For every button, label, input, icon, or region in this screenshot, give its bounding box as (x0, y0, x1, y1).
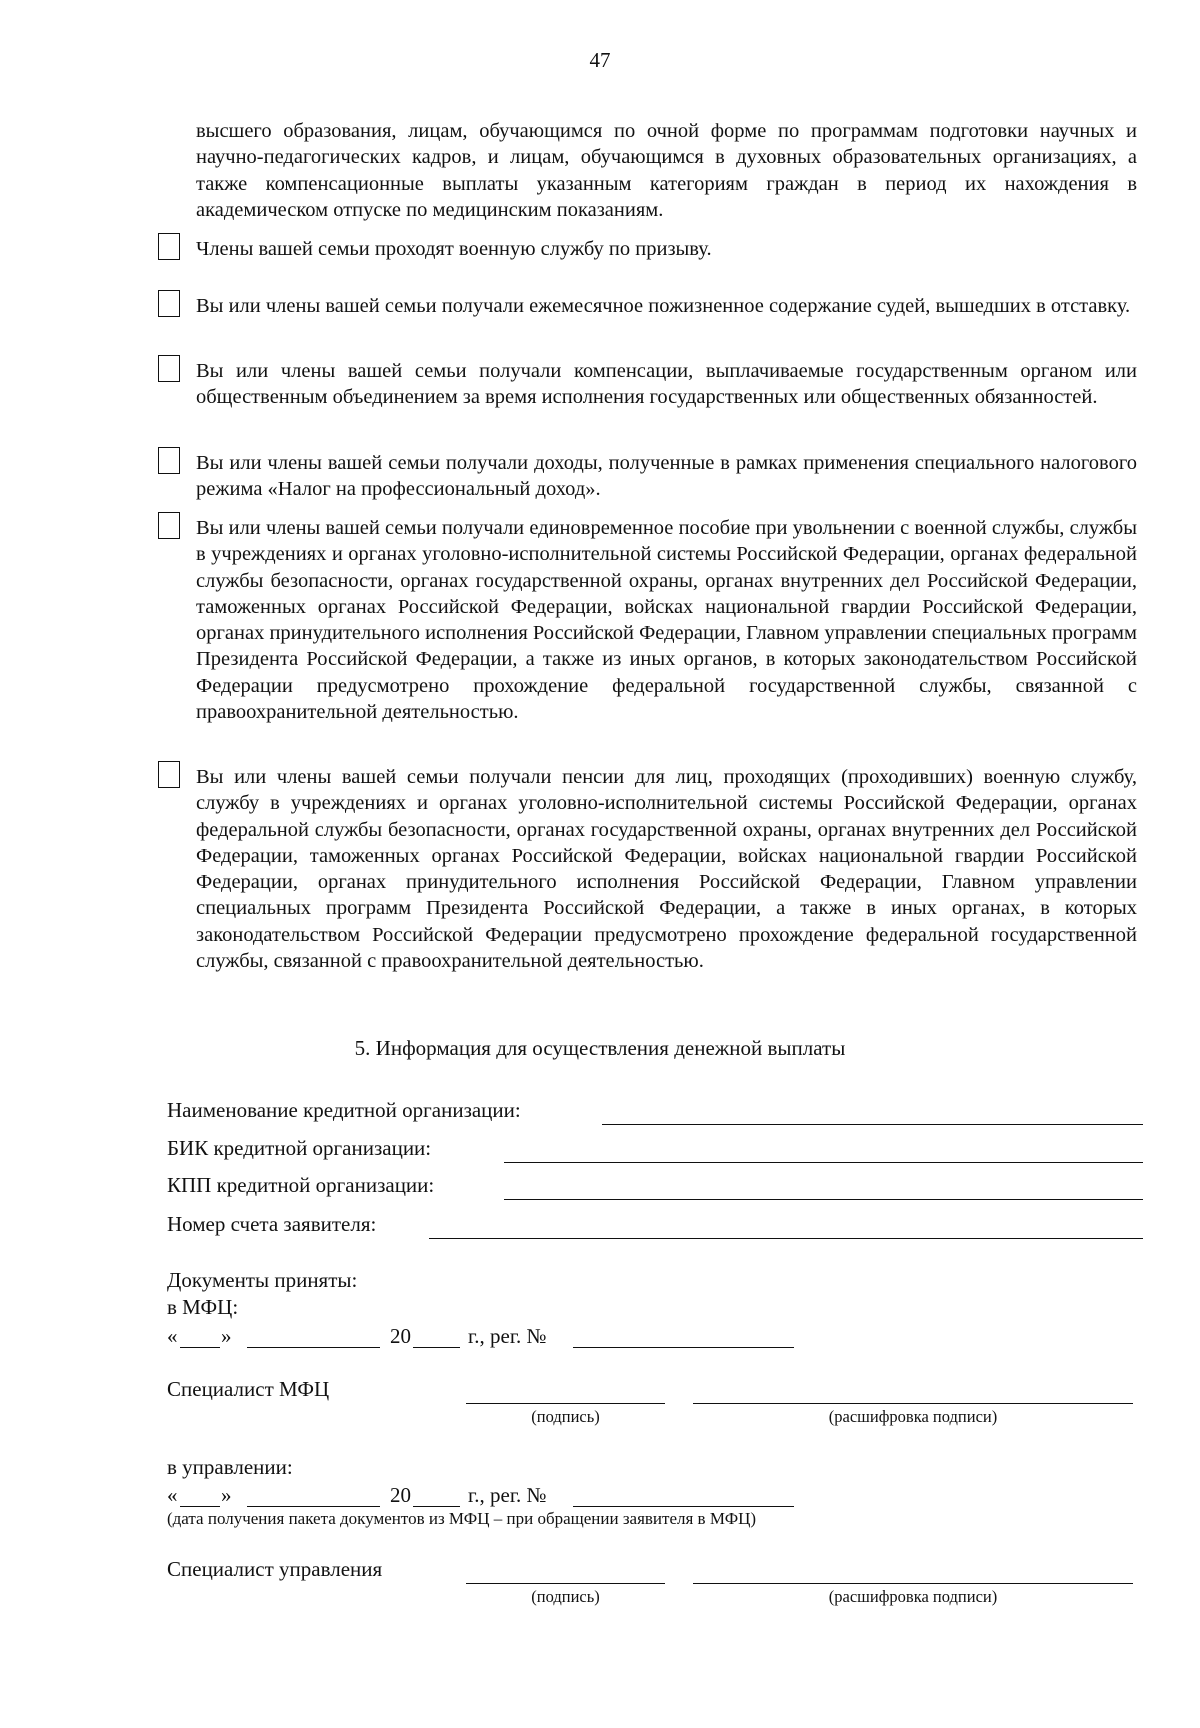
checkbox-label: Вы или члены вашей семьи получали доходы, полученные в рамках применения специального налогового режима «Налог на профессиональный доход». (196, 452, 1137, 501)
year-prefix: 20 (390, 1483, 411, 1507)
quote-open: « (167, 1483, 178, 1507)
quote-close: » (221, 1324, 232, 1348)
acceptance-heading: Документы приняты: (167, 1268, 358, 1292)
section-title: 5. Информация для осуществления денежной выплаты (354, 1036, 846, 1060)
field-label-bank-name: Наименование кредитной организации: (167, 1098, 521, 1122)
department-decoding-line[interactable] (693, 1583, 1133, 1584)
mfc-signature-caption: (подпись) (531, 1407, 600, 1426)
department-signature-caption: (подпись) (531, 1587, 600, 1606)
field-line-account[interactable] (429, 1238, 1143, 1239)
checkbox-military-service[interactable] (158, 233, 180, 260)
year-prefix: 20 (390, 1324, 411, 1348)
field-line-bank-name[interactable] (602, 1124, 1143, 1125)
checkbox-label: Вы или члены вашей семьи получали компенсации, выплачиваемые государственным органом или общественным объединением за время исполнения государственных или общественных обязанностей. (196, 360, 1137, 409)
field-line-bik[interactable] (504, 1162, 1143, 1163)
field-label-account: Номер счета заявителя: (167, 1212, 377, 1236)
field-label-bik: БИК кредитной организации: (167, 1136, 432, 1160)
checkbox-service-pension[interactable] (158, 761, 180, 788)
quote-open: « (167, 1324, 178, 1348)
reg-label: г., рег. № (468, 1324, 547, 1348)
top-paragraph: высшего образования, лицам, обучающимся по очной форме по программам подготовки научных и научно-педагогических кадров, и лицам, обучающимся в духовных образовательных организациях, а также компенсационные выплаты указанным категориям граждан в период их нахождения в академическом отпуске по медицинским показаниям. (196, 120, 1137, 221)
department-decoding-caption: (расшифровка подписи) (828, 1587, 998, 1606)
mfc-decoding-caption: (расшифровка подписи) (828, 1407, 998, 1426)
mfc-specialist-label: Специалист МФЦ (167, 1377, 330, 1401)
department-note: (дата получения пакета документов из МФЦ – при обращении заявителя в МФЦ) (167, 1509, 757, 1528)
department-label: в управлении: (167, 1455, 293, 1479)
mfc-signature-line[interactable] (466, 1403, 665, 1404)
checkbox-label: Вы или члены вашей семьи получали единовременное пособие при увольнении с военной службы, службы в учреждениях и органах уголовно-исполнительной системы Российской Федерации, органах федеральной службы безопасности, органах государственной охраны, органах внутренних дел Российской Федерации, таможенных органах Российской Федерации, войсках национальной гвардии Российской Федерации, органах принудительного исполнения Российской Федерации, Главном управлении специальных программ Президента Российской Федерации, а также из иных органов, в которых законодательством Российской Федерации предусмотрено прохождение федеральной государственной службы, связанной с правоохранительной деятельностью. (196, 517, 1137, 724)
mfc-label: в МФЦ: (167, 1295, 239, 1319)
reg-number-line[interactable] (573, 1347, 794, 1348)
department-specialist-label: Специалист управления (167, 1557, 383, 1581)
mfc-decoding-line[interactable] (693, 1403, 1133, 1404)
day-line[interactable] (180, 1506, 220, 1507)
field-label-kpp: КПП кредитной организации: (167, 1173, 435, 1197)
checkbox-state-duties-compensation[interactable] (158, 355, 180, 382)
reg-label: г., рег. № (468, 1483, 547, 1507)
day-line[interactable] (180, 1347, 220, 1348)
checkbox-judges-allowance[interactable] (158, 290, 180, 317)
year-line[interactable] (413, 1506, 460, 1507)
month-line[interactable] (247, 1506, 380, 1507)
department-signature-line[interactable] (466, 1583, 665, 1584)
page-number: 47 (589, 48, 611, 72)
checkbox-professional-income-tax[interactable] (158, 447, 180, 474)
quote-close: » (221, 1483, 232, 1507)
checkbox-label: Члены вашей семьи проходят военную службу по призыву. (196, 238, 712, 260)
checkbox-label: Вы или члены вашей семьи получали пенсии для лиц, проходящих (проходивших) военную службу, службу в учреждениях и органах уголовно-исполнительной системы Российской Федерации, органах федеральной службы безопасности, органах государственной охраны, органах внутренних дел Российской Федерации, таможенных органах Российской Федерации, войсках национальной гвардии Российской Федерации, органах принудительного исполнения Российской Федерации, Главном управлении специальных программ Президента Российской Федерации, а также в иных органах, в которых законодательством Российской Федерации предусмотрено прохождение федеральной государственной службы, связанной с правоохранительной деятельностью. (196, 766, 1137, 973)
field-line-kpp[interactable] (504, 1199, 1143, 1200)
month-line[interactable] (247, 1347, 380, 1348)
checkbox-label: Вы или члены вашей семьи получали ежемесячное пожизненное содержание судей, вышедших в отставку. (196, 295, 1131, 317)
reg-number-line[interactable] (573, 1506, 794, 1507)
year-line[interactable] (413, 1347, 460, 1348)
checkbox-dismissal-allowance[interactable] (158, 512, 180, 539)
